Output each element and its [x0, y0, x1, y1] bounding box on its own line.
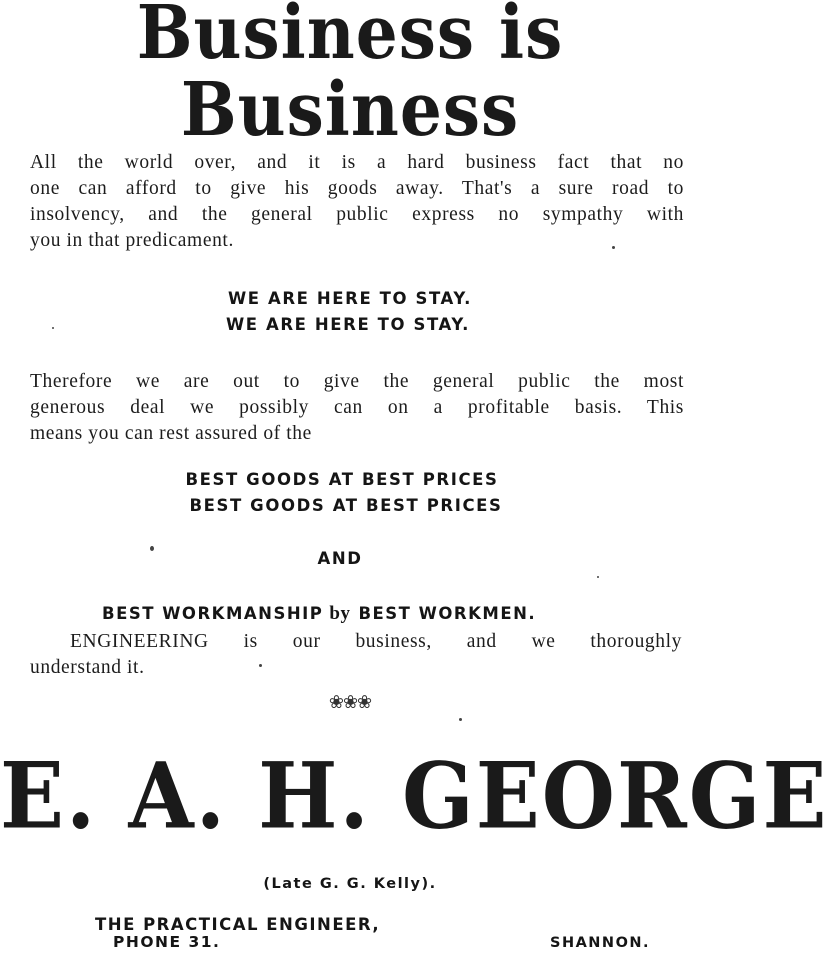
slogan-line: WE ARE HERE TO STAY.	[227, 289, 473, 308]
firm-name: E. A. H. GEORGE	[0, 742, 829, 849]
offer-line: means you can rest assured of the	[30, 423, 312, 444]
firm-title: THE PRACTICAL ENGINEER,	[95, 915, 381, 934]
workmanship-part: BEST WORKMEN.	[358, 604, 537, 623]
print-speck	[597, 576, 599, 578]
engineering-line: ENGINEERING is our business, and we thoroughly	[70, 631, 682, 652]
firm-town: SHANNON.	[550, 935, 651, 951]
offer-line: generous deal we possibly can on a profitable basis. This	[30, 397, 684, 418]
print-speck	[612, 246, 615, 249]
workmanship-part: BEST WORKMANSHIP	[102, 604, 324, 623]
advert-headline: Business is Business	[136, 0, 564, 154]
offer-paragraph	[30, 369, 684, 447]
print-speck	[52, 327, 54, 329]
workmanship-line	[102, 603, 536, 625]
intro-line: All the world over, and it is a hard business fact that no	[30, 152, 684, 173]
firm-phone: PHONE 31.	[113, 933, 221, 951]
promise-line: BEST GOODS AT BEST PRICES	[185, 470, 499, 489]
engineering-paragraph	[30, 629, 682, 681]
promise-line: BEST GOODS AT BEST PRICES	[189, 496, 503, 515]
print-speck	[459, 718, 462, 721]
flower-ornament: ❀❀❀	[328, 692, 372, 713]
firm-formerly: (Late G. G. Kelly).	[263, 876, 437, 892]
intro-paragraph	[30, 150, 684, 254]
intro-line: insolvency, and the general public express no sympathy with	[30, 204, 684, 225]
offer-line: Therefore we are out to give the general public the most	[30, 371, 684, 392]
engineering-line: understand it.	[30, 657, 145, 678]
promise-conjunction: AND	[317, 549, 363, 568]
slogan-line: WE ARE HERE TO STAY.	[225, 315, 471, 334]
print-speck	[150, 546, 154, 551]
print-speck	[259, 664, 262, 667]
intro-line: one can afford to give his goods away. That's a sure road to	[30, 178, 684, 199]
workmanship-by: by	[329, 603, 351, 624]
intro-line: you in that predicament.	[30, 230, 234, 251]
